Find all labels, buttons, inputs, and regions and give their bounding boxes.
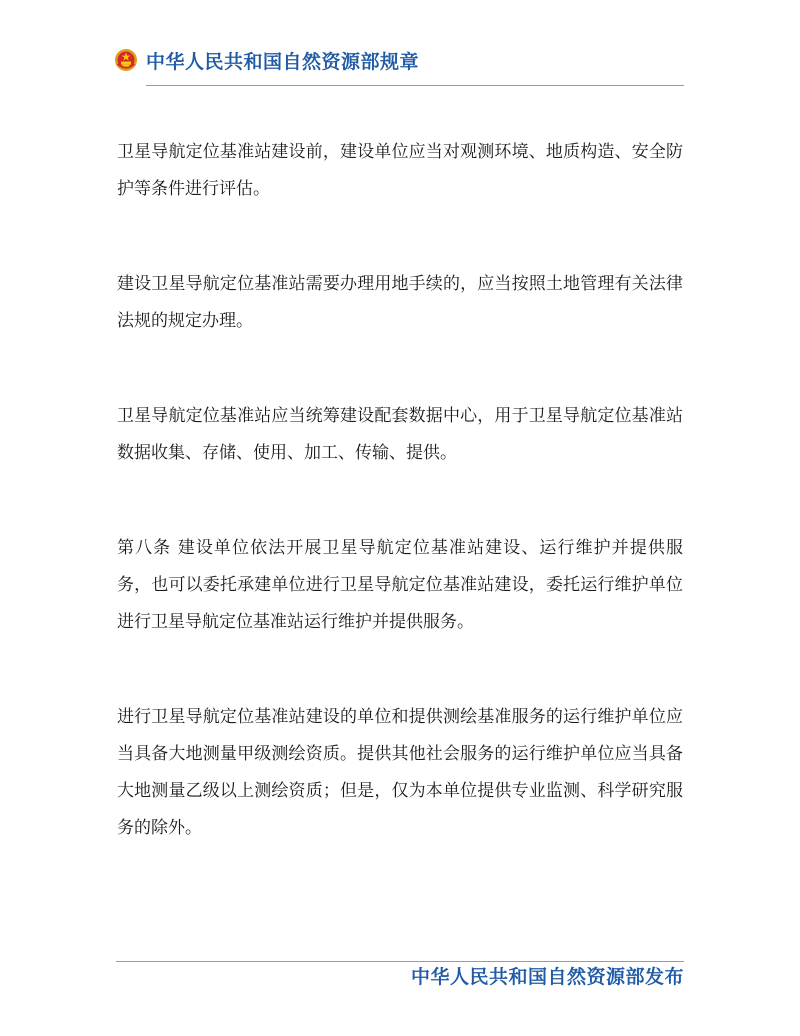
paragraph: 建设卫星导航定位基准站需要办理用地手续的，应当按照土地管理有关法律法规的规定办理。 [117, 274, 683, 331]
page-header-title: 中华人民共和国自然资源部规章 [146, 50, 420, 73]
document-body [117, 134, 683, 905]
paragraph: 进行卫星导航定位基准站建设的单位和提供测绘基准服务的运行维护单位应当具备大地测量甲级测绘资质。提供其他社会服务的运行维护单位应当具备大地测量乙级以上测绘资质；但是，仅为本单位提供专业监测、科学研究服务的除外。 [117, 707, 683, 838]
article-paragraph: 第八条 建设单位依法开展卫星导航定位基准站建设、运行维护并提供服务，也可以委托承建单位进行卫星导航定位基准站建设，委托运行维护单位进行卫星导航定位基准站运行维护并提供服务。 [117, 538, 683, 632]
paragraph: 卫星导航定位基准站建设前，建设单位应当对观测环境、地质构造、安全防护等条件进行评估。 [117, 142, 683, 199]
paragraph: 卫星导航定位基准站应当统筹建设配套数据中心，用于卫星导航定位基准站数据收集、存储、使用、加工、传输、提供。 [117, 406, 683, 463]
header-divider [146, 85, 684, 86]
page-header [114, 44, 419, 76]
national-emblem-icon [114, 48, 138, 72]
footer-publisher: 中华人民共和国自然资源部发布 [410, 966, 684, 988]
